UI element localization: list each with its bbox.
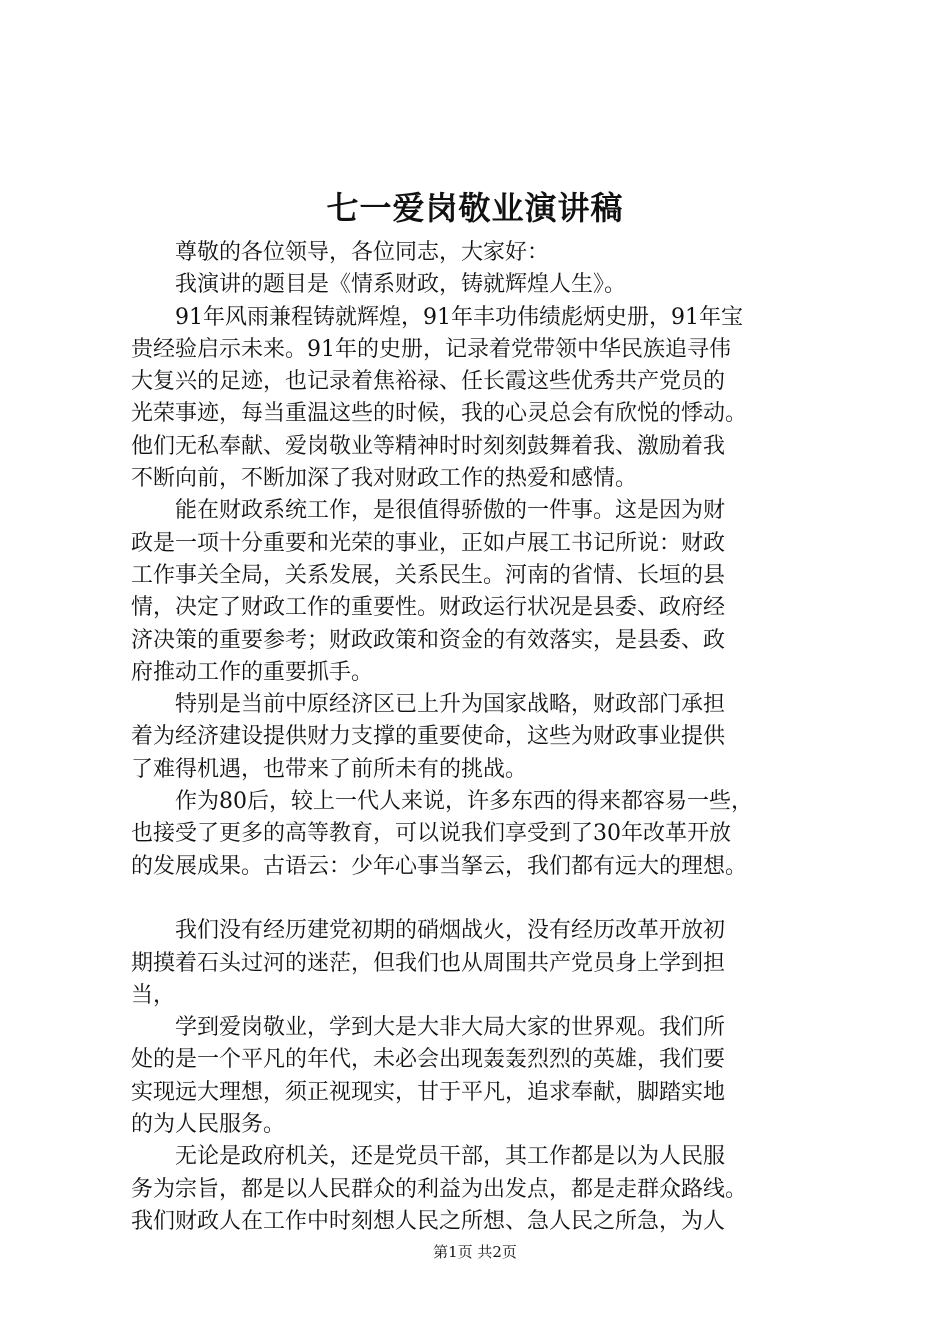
body-line: 他们无私奉献、爱岗敬业等精神时时刻刻鼓舞着我、激励着我 (131, 433, 726, 459)
body-line: 处的是一个平凡的年代，未必会出现轰轰烈烈的英雄，我们要 (131, 1047, 726, 1073)
body-line: 期摸着石头过河的迷茫，但我们也从周围共产党员身上学到担 (131, 950, 726, 976)
body-line: 府推动工作的重要抓手。 (131, 659, 374, 685)
body-line: 当， (131, 982, 176, 1008)
body-line: 大复兴的足迹，也记录着焦裕禄、任长霞这些优秀共产党员的 (131, 369, 726, 395)
body-line: 也接受了更多的高等教育，可以说我们享受到了30年改革开放 (131, 821, 731, 847)
body-line: 政是一项十分重要和光荣的事业，正如卢展工书记所说：财政 (131, 530, 726, 556)
body-line: 实现远大理想，须正视现实，甘于平凡，追求奉献，脚踏实地 (131, 1079, 726, 1105)
body-line: 着为经济建设提供财力支撑的重要使命，这些为财政事业提供 (131, 724, 726, 750)
body-line: 无论是政府机关，还是党员干部，其工作都是以为人民服 (175, 1144, 726, 1170)
body-line: 济决策的重要参考；财政政策和资金的有效落实，是县委、政 (131, 627, 726, 653)
body-line: 我们没有经历建党初期的硝烟战火，没有经历改革开放初 (175, 918, 726, 944)
body-line: 能在财政系统工作，是很值得骄傲的一件事。这是因为财 (175, 498, 726, 524)
body-line: 不断向前，不断加深了我对财政工作的热爱和感情。 (131, 466, 638, 492)
body-line: 情，决定了财政工作的重要性。财政运行状况是县委、政府经 (131, 595, 726, 621)
blank-line (131, 883, 831, 915)
body-line: 尊敬的各位领导，各位同志，大家好： (175, 240, 550, 265)
body-line: 作为80后，较上一代人来说，许多东西的得来都容易一些， (175, 789, 753, 815)
page-footer: 第1页 共2页 (433, 1243, 517, 1261)
body-line: 光荣事迹，每当重温这些的时候，我的心灵总会有欣悦的悸动。 (131, 401, 748, 427)
body-line: 务为宗旨，都是以人民群众的利益为出发点，都是走群众路线。 (131, 1176, 748, 1202)
body-line: 贵经验启示未来。91年的史册，记录着党带领中华民族追寻伟 (131, 336, 731, 362)
body-line: 的发展成果。古语云：少年心事当拏云，我们都有远大的理想。 (131, 853, 748, 879)
body-line: 工作事关全局，关系发展，关系民生。河南的省情、长垣的县 (131, 562, 726, 588)
body-line: 了难得机遇，也带来了前所未有的挑战。 (131, 756, 528, 782)
body-line: 特别是当前中原经济区已上升为国家战略，财政部门承担 (175, 692, 726, 718)
body-line: 我们财政人在工作中时刻想人民之所想、急人民之所急，为人 (131, 1208, 726, 1234)
body-line: 学到爱岗敬业，学到大是大非大局大家的世界观。我们所 (175, 1015, 726, 1041)
body-line: 的为人民服务。 (131, 1112, 286, 1138)
body-line: 91年风雨兼程铸就辉煌，91年丰功伟绩彪炳史册，91年宝 (175, 304, 743, 330)
document-title: 七一爱岗敬业演讲稿 (326, 189, 624, 227)
document-body (131, 237, 831, 1238)
body-line: 我演讲的题目是《情系财政，铸就辉煌人生》。 (175, 272, 627, 298)
